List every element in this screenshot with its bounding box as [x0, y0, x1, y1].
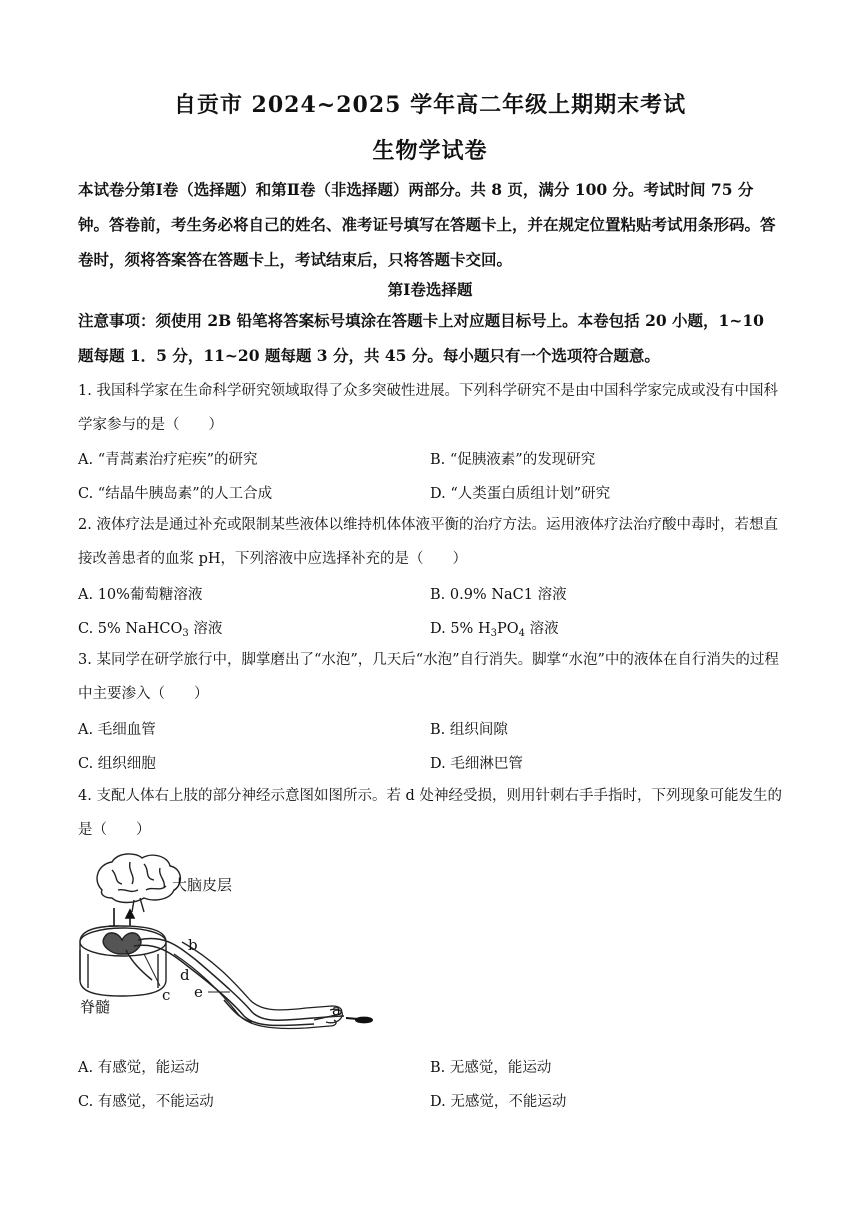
spinal-cord-icon	[80, 926, 166, 996]
nerve-diagram-figure	[74, 850, 374, 1040]
exam-title: 自贡市 2024~2025 学年高二年级上期期末考试	[173, 92, 687, 118]
label-d: d	[180, 966, 190, 984]
question-2-option-b: B. 0.9% NaC1 溶液	[430, 587, 567, 603]
question-4-option-a: A. 有感觉，能运动	[78, 1060, 200, 1076]
needle-icon	[346, 1018, 372, 1023]
label-a: a	[332, 1001, 341, 1019]
question-3-stem: 3. 某同学在研学旅行中，脚掌磨出了“水泡”，几天后“水泡”自行消失。脚掌“水泡”中的液体在自行消失的过程中主要渗入（ ）	[78, 652, 779, 702]
brain-icon	[97, 854, 180, 912]
question-1-option-d: D. “人类蛋白质组计划”研究	[430, 486, 611, 502]
label-cerebral-cortex: 大脑皮层	[172, 876, 233, 894]
section-notice: 注意事项：须使用 2B 铅笔将答案标号填涂在答题卡上对应题目标号上。本卷包括 20 小题，1~10 题每题 1．5 分，11~20 题每题 3 分，共 45 分。每小题只有一个选项符合题意。	[78, 311, 764, 365]
label-spinal-cord: 脊髓	[80, 998, 111, 1016]
question-4-stem: 4. 支配人体右上肢的部分神经示意图如图所示。若 d 处神经受损，则用针刺右手手指时，下列现象可能发生的是（ ）	[78, 788, 782, 838]
question-3-option-c: C. 组织细胞	[78, 756, 156, 772]
label-c: c	[162, 986, 171, 1004]
question-2-option-a: A. 10%葡萄糖溶液	[78, 587, 203, 603]
exam-instructions: 本试卷分第Ⅰ卷（选择题）和第Ⅱ卷（非选择题）两部分。共 8 页，满分 100 分。考试时间 75 分钟。答卷前，考生务必将自己的姓名、准考证号填写在答题卡上，并在规定位置粘贴考试用条形码。答卷时，须将答案答在答题卡上，考试结束后，只将答题卡交回。	[78, 180, 776, 269]
question-2-stem: 2. 液体疗法是通过补充或限制某些液体以维持机体体液平衡的治疗方法。运用液体疗法治疗酸中毒时，若想直接改善患者的血浆 pH，下列溶液中应选择补充的是（ ）	[78, 517, 778, 567]
question-3-option-d: D. 毛细淋巴管	[430, 756, 523, 772]
question-4-option-c: C. 有感觉，不能运动	[78, 1094, 214, 1110]
label-e: e	[194, 983, 203, 1001]
question-3-option-b: B. 组织间隙	[430, 722, 508, 738]
question-1-option-c: C. “结晶牛胰岛素”的人工合成	[78, 486, 273, 502]
question-3-option-a: A. 毛细血管	[78, 722, 156, 738]
question-4-option-d: D. 无感觉，不能运动	[430, 1094, 567, 1110]
exam-subtitle: 生物学试卷	[372, 138, 488, 164]
question-2-option-d: D. 5% $H_3PO_4$ 溶液	[430, 621, 559, 639]
section-title: 第Ⅰ卷选择题	[387, 280, 473, 299]
question-4-option-b: B. 无感觉，能运动	[430, 1060, 552, 1076]
question-1-option-a: A. “青蒿素治疗疟疾”的研究	[78, 452, 258, 468]
question-2-option-c: C. 5% NaHCO$_3$ 溶液	[78, 621, 223, 639]
question-1-stem: 1. 我国科学家在生命科学研究领域取得了众多突破性进展。下列科学研究不是由中国科学家完成或没有中国科学家参与的是（ ）	[78, 383, 778, 433]
label-b: b	[188, 936, 198, 954]
question-1-option-b: B. “促胰液素”的发现研究	[430, 452, 596, 468]
